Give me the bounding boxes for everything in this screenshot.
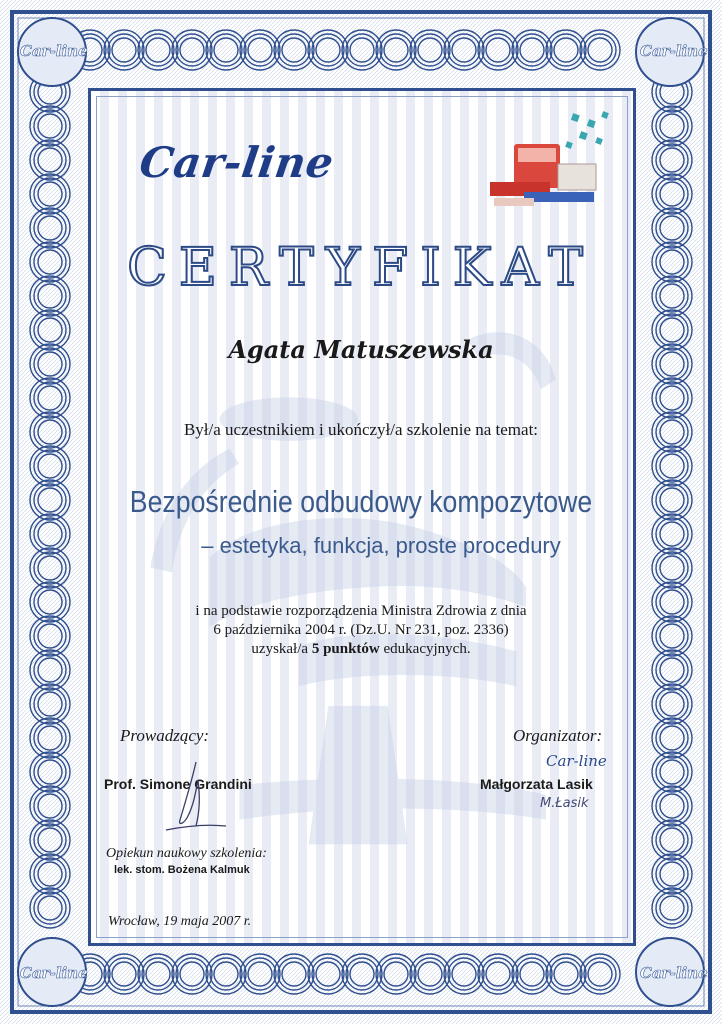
basis-line-3-suffix: edukacyjnych.	[379, 641, 471, 657]
product-image	[484, 108, 624, 218]
basis-line-1: i na podstawie rozporządzenia Ministra Zdrowia z dnia	[195, 603, 527, 619]
place-and-date: Wrocław, 19 maja 2007 r.	[108, 914, 252, 929]
training-subtopic: – estetyka, funkcja, proste procedury	[201, 533, 561, 558]
certificate-title: CERTYFIKAT	[127, 238, 595, 298]
training-topic: Bezpośrednie odbudowy kompozytowe	[129, 484, 593, 519]
education-points: 5 punktów	[311, 641, 380, 657]
lead-text: Był/a uczestnikiem i ukończył/a szkolenie na temat:	[183, 420, 539, 439]
advisor-name: lek. stom. Bożena Kalmuk	[114, 864, 250, 876]
basis-line-2: 6 października 2004 r. (Dz.U. Nr 231, poz. 2336)	[213, 622, 509, 638]
brand-logo: Car-line	[136, 138, 337, 187]
basis-line-3	[0, 640, 722, 659]
organizer-brand: Car-line	[546, 752, 607, 770]
corner-logo-bottom-left: Car-line	[20, 964, 88, 982]
lecturer-name: Prof. Simone Grandini	[104, 776, 252, 792]
organizer-signature: M.Łasik	[540, 796, 589, 811]
basis-line-3-prefix: uzyskał/a	[251, 641, 312, 657]
lecturer-signature	[156, 760, 246, 840]
recipient-name: Agata Matuszewska	[228, 335, 494, 364]
legal-basis	[0, 602, 722, 659]
corner-logo-bottom-right: Car-line	[640, 964, 708, 982]
lecturer-label: Prowadzący:	[120, 726, 210, 745]
corner-logo-top-right: Car-line	[640, 42, 708, 60]
advisor-label: Opiekun naukowy szkolenia:	[106, 846, 267, 861]
corner-logo-top-left: Car-line	[20, 42, 88, 60]
organizer-label: Organizator:	[513, 726, 603, 745]
organizer-name: Małgorzata Lasik	[480, 776, 593, 792]
